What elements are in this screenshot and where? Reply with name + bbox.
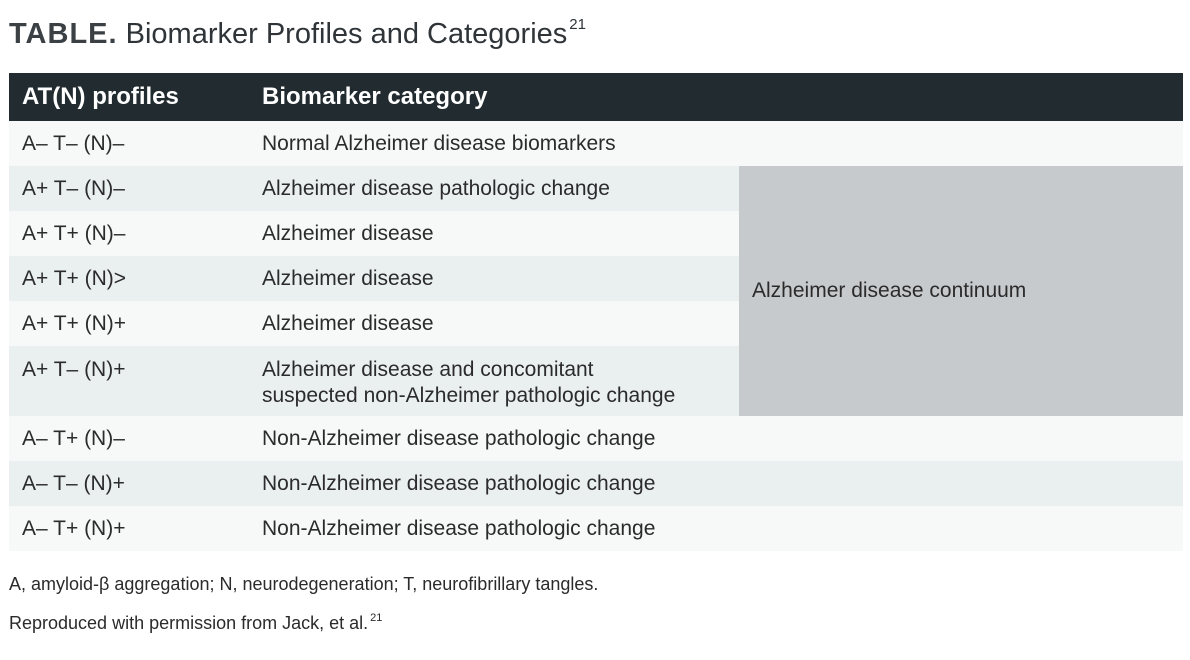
category-cell: Non-Alzheimer disease pathologic change xyxy=(249,461,739,506)
profile-cell: A+ T– (N)– xyxy=(9,166,249,211)
header-profiles: AT(N) profiles xyxy=(9,73,249,121)
category-cell: Non-Alzheimer disease pathologic change xyxy=(249,506,739,551)
source-ref: 21 xyxy=(370,612,383,624)
profile-cell: A– T– (N)+ xyxy=(9,461,249,506)
profile-cell: A– T– (N)– xyxy=(9,121,249,166)
table-row xyxy=(9,416,1183,461)
category-cell: Normal Alzheimer disease biomarkers xyxy=(249,121,739,166)
category-line: suspected non-Alzheimer pathologic change xyxy=(262,384,676,407)
table-row xyxy=(9,506,1183,551)
category-cell: Alzheimer disease xyxy=(249,301,739,346)
category-cell: Alzheimer disease xyxy=(249,256,739,301)
category-cell: Alzheimer disease pathologic change xyxy=(249,166,739,211)
table-header-row xyxy=(9,73,1183,121)
category-cell: Alzheimer disease xyxy=(249,211,739,256)
empty-cell xyxy=(739,506,1183,551)
table-title xyxy=(9,14,586,54)
profile-cell: A– T+ (N)– xyxy=(9,416,249,461)
empty-cell xyxy=(739,461,1183,506)
biomarker-table xyxy=(9,73,1183,551)
source-text: Reproduced with permission from Jack, et al. xyxy=(9,613,369,633)
profile-cell: A+ T+ (N)+ xyxy=(9,301,249,346)
profile-cell: A+ T+ (N)> xyxy=(9,256,249,301)
table-tag: TABLE. xyxy=(9,18,118,50)
continuum-cell: Alzheimer disease continuum xyxy=(739,166,1183,416)
source-note xyxy=(9,613,382,634)
profile-cell: A+ T– (N)+ xyxy=(9,346,249,416)
category-cell xyxy=(249,346,739,416)
header-blank xyxy=(739,73,1183,121)
category-line: Alzheimer disease and concomitant xyxy=(262,358,594,381)
table-title-ref: 21 xyxy=(569,16,586,33)
header-category: Biomarker category xyxy=(249,73,739,121)
empty-cell xyxy=(739,121,1183,166)
profile-cell: A+ T+ (N)– xyxy=(9,211,249,256)
table-row xyxy=(9,121,1183,166)
abbreviations-note: A, amyloid-β aggregation; N, neurodegeneration; T, neurofibrillary tangles. xyxy=(9,574,599,594)
empty-cell xyxy=(739,416,1183,461)
table-title-text: Biomarker Profiles and Categories xyxy=(125,18,568,50)
category-cell: Non-Alzheimer disease pathologic change xyxy=(249,416,739,461)
table-row xyxy=(9,461,1183,506)
profile-cell: A– T+ (N)+ xyxy=(9,506,249,551)
table-row xyxy=(9,166,1183,211)
